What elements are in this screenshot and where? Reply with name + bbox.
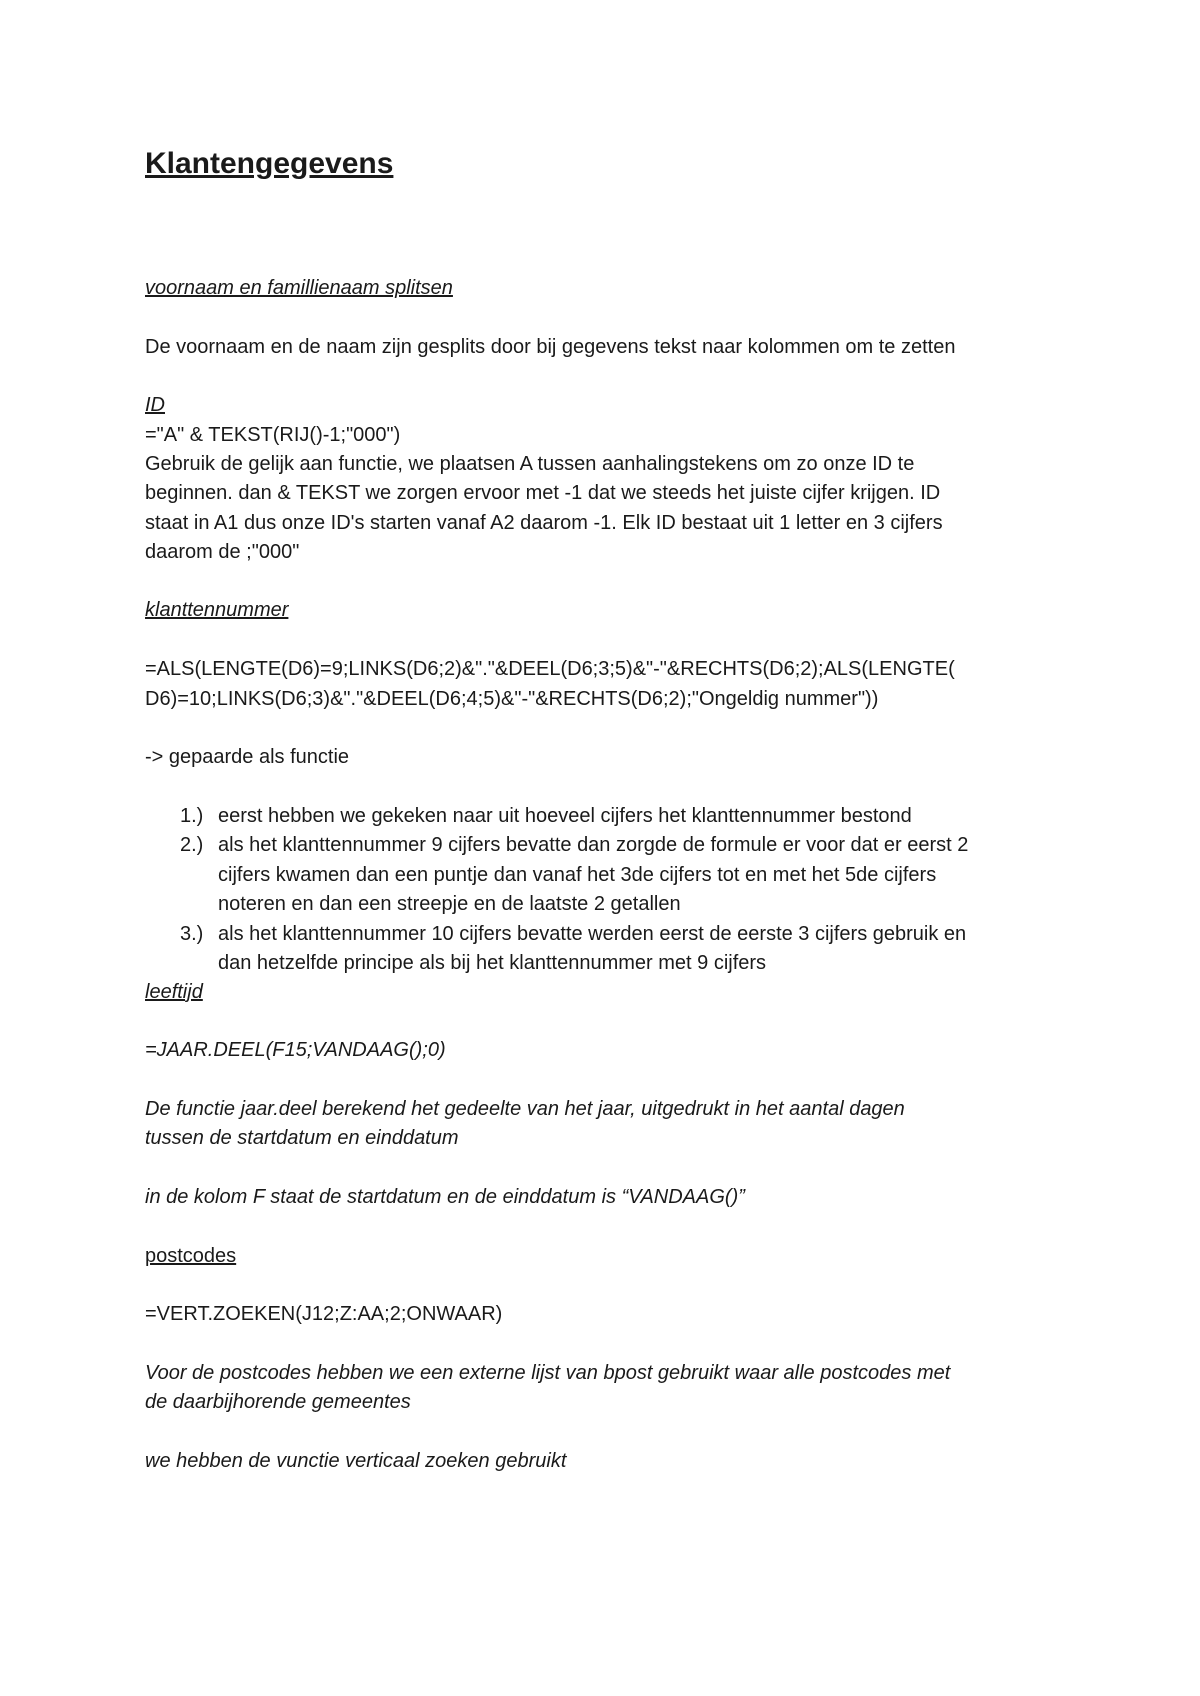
split-text: De voornaam en de naam zijn gesplits door bij gegevens tekst naar kolommen om te zetten — [145, 336, 956, 358]
list-item — [145, 831, 968, 919]
id-text-line: daarom de ;"000" — [145, 541, 300, 563]
leeftijd-formula: =JAAR.DEEL(F15;VANDAAG();0) — [145, 1039, 446, 1061]
id-text-line: beginnen. dan & TEKST we zorgen ervoor met -1 dat we steeds het juiste cijfer krijgen. ID — [145, 482, 941, 504]
list-item-line: noteren en dan een streepje en de laatste 2 getallen — [218, 893, 681, 916]
klantnummer-formula-line: D6)=10;LINKS(D6;3)&"."&DEEL(D6;4;5)&"-"&RECHTS(D6;2);"Ongeldig nummer")) — [145, 688, 879, 710]
list-item-line: eerst hebben we gekeken naar uit hoeveel cijfers het klanttennummer bestond — [218, 805, 912, 827]
id-heading: ID — [145, 394, 165, 416]
id-text-line: Gebruik de gelijk aan functie, we plaatsen A tussen aanhalingstekens om zo onze ID te — [145, 453, 915, 475]
leeftijd-heading: leeftijd — [145, 981, 203, 1003]
page-title: Klantengegevens — [145, 147, 394, 180]
list-item-line: als het klanttennummer 10 cijfers bevatte werden eerst de eerste 3 cijfers gebruik en — [218, 922, 967, 945]
list-item — [145, 802, 968, 831]
id-formula: ="A" & TEKST(RIJ()-1;"000") — [145, 424, 401, 446]
list-item-number: 3.) — [180, 922, 204, 945]
postcodes-heading: postcodes — [145, 1245, 237, 1267]
postcodes-desc-line: de daarbijhorende gemeentes — [145, 1391, 411, 1413]
list-item-line: als het klanttennummer 9 cijfers bevatte dan zorgde de formule er voor dat er eerst 2 — [218, 834, 969, 857]
klantnummer-note: -> gepaarde als functie — [145, 746, 350, 768]
leeftijd-desc-line: De functie jaar.deel berekend het gedeelte van het jaar, uitgedrukt in het aantal dagen — [145, 1098, 905, 1120]
id-text-line: staat in A1 dus onze ID's starten vanaf A2 daarom -1. Elk ID bestaat uit 1 letter en 3 cijfers — [145, 512, 943, 534]
postcodes-desc-line: Voor de postcodes hebben we een externe lijst van bpost gebruikt waar alle postcodes met — [145, 1362, 951, 1384]
list-item — [145, 920, 968, 979]
list-item-line: cijfers kwamen dan een puntje dan vanaf het 3de cijfers tot en met het 5de cijfers — [218, 863, 937, 886]
klantnummer-heading: klanttennummer — [145, 599, 289, 621]
postcodes-formula: =VERT.ZOEKEN(J12;Z:AA;2;ONWAAR) — [145, 1303, 503, 1325]
leeftijd-note: in de kolom F staat de startdatum en de einddatum is “VANDAAG()” — [145, 1186, 745, 1208]
list-item-number: 2.) — [180, 834, 204, 857]
postcodes-note: we hebben de vunctie verticaal zoeken gebruikt — [145, 1450, 567, 1472]
split-heading: voornaam en famillienaam splitsen — [145, 277, 453, 299]
klantnummer-steps-list — [145, 802, 968, 978]
leeftijd-desc-line: tussen de startdatum en einddatum — [145, 1127, 459, 1149]
klantnummer-formula-line: =ALS(LENGTE(D6)=9;LINKS(D6;2)&"."&DEEL(D6;3;5)&"-"&RECHTS(D6;2);ALS(LENGTE( — [145, 658, 955, 680]
list-item-number: 1.) — [180, 805, 204, 827]
list-item-line: dan hetzelfde principe als bij het klanttennummer met 9 cijfers — [218, 952, 767, 975]
